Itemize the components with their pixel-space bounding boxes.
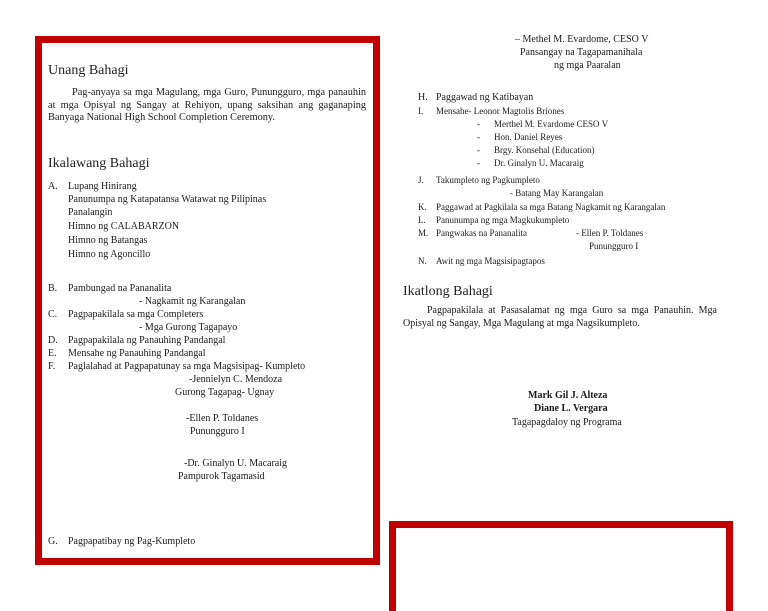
item-h-letter: H.	[418, 92, 428, 103]
item-m-text: Pangwakas na Pananalita	[436, 228, 527, 238]
item-m-letter: M.	[418, 228, 429, 238]
item-f-text: Paglalahad at Pagpapatunay sa mga Magsisipag- Kumpleto	[68, 361, 306, 372]
signer-role: Pampurok Tagamasid	[178, 471, 265, 482]
item-m-sub: - Ellen P. Toldanes	[576, 228, 644, 238]
item-b-text: Pambungad na Pananalita	[68, 283, 172, 294]
item-j-letter: J.	[418, 175, 424, 185]
item-c-text: Pagpapakilala sa mga Completers	[68, 309, 204, 320]
item-k-text: Paggawad at Pagkilala sa mga Batang Nagkamit ng Karangalan	[436, 202, 666, 212]
item-c-letter: C.	[48, 309, 58, 320]
item-n-letter: N.	[418, 256, 427, 266]
item-j-sub: - Batang May Karangalan	[510, 188, 604, 198]
item-d-text: Pagpapakilala ng Panauhing Pandangal	[68, 335, 226, 346]
signer-name: -Ellen P. Toldanes	[186, 413, 259, 424]
superintendent-name: – Methel M. Evardome, CESO V	[515, 34, 649, 45]
signer-role: Punungguro I	[190, 426, 245, 437]
superintendent-role-2: ng mga Paaralan	[554, 60, 621, 71]
ikatlong-bahagi-paragraph: Pagpapakilala at Pasasalamat ng mga Guro sa mga Panauhin. Mga Opisyal ng Sangay, Mga Magulang at mga Nagsikumpleto.	[403, 305, 717, 329]
item-l-letter: L.	[418, 215, 426, 225]
item-a-letter: A.	[48, 181, 58, 192]
bullet-dash: -	[477, 132, 480, 142]
superintendent-role: Pansangay na Tagapamanihala	[520, 47, 643, 58]
bullet-dash: -	[477, 145, 480, 155]
item-l-text: Panunumpa ng mga Magkukumpleto	[436, 215, 570, 225]
item-b-letter: B.	[48, 283, 58, 294]
item-e-letter: E.	[48, 348, 57, 359]
item-j-text: Takumpleto ng Pagkumpleto	[436, 175, 540, 185]
ikatlong-bahagi-heading: Ikatlong Bahagi	[403, 284, 493, 299]
signer-role: Gurong Tagapag- Ugnay	[175, 387, 275, 398]
item-i-sub: Hon. Daniel Reyes	[494, 132, 563, 142]
bullet-dash: -	[477, 158, 480, 168]
item-i-sub: Merthel M. Evardome CESO V	[494, 119, 609, 129]
emcee-role: Tagapagdaloy ng Programa	[512, 417, 622, 428]
unang-bahagi-paragraph: Pag-anyaya sa mga Magulang, mga Guro, Punungguro, mga panauhin at mga Opisyal ng Sangay at Rehiyon, upang saksihan ang gaganaping Banyaga National High School Completion Ceremony.	[48, 87, 366, 123]
signer-name: -Dr. Ginalyn U. Macaraig	[184, 458, 288, 469]
item-b-sub: - Nagkamit ng Karangalan	[139, 296, 246, 307]
item-i-text: Mensahe- Leonor Magtolis Briones	[436, 106, 565, 116]
item-d-letter: D.	[48, 335, 58, 346]
right-page-border	[389, 521, 733, 611]
ikalawang-bahagi-heading: Ikalawang Bahagi	[48, 156, 150, 171]
item-a-line: Lupang Hinirang	[68, 181, 137, 192]
signer-name: -Jennielyn C. Mendoza	[189, 374, 283, 385]
item-m-sub-role: Punungguro I	[589, 241, 639, 251]
item-k-letter: K.	[418, 202, 427, 212]
item-g-text: Pagpapatibay ng Pag-Kumpleto	[68, 536, 196, 547]
unang-bahagi-heading: Unang Bahagi	[48, 63, 129, 78]
item-g-letter: G.	[48, 536, 58, 547]
item-h-text: Paggawad ng Katibayan	[436, 92, 534, 103]
bullet-dash: -	[477, 119, 480, 129]
item-i-sub: Dr. Ginalyn U. Macaraig	[494, 158, 584, 168]
item-e-text: Mensahe ng Panauhing Pandangal	[68, 348, 206, 359]
item-n-text: Awit ng mga Magsisipagtapos	[436, 256, 545, 266]
item-a-line: Himno ng CALABARZON	[68, 221, 180, 232]
item-a-line: Panalangin	[68, 207, 113, 218]
item-a-line: Panunumpa ng Katapatansa Watawat ng Pilipinas	[68, 194, 267, 205]
item-f-letter: F.	[48, 361, 56, 372]
item-i-sub: Brgy. Konsehal (Education)	[494, 145, 595, 155]
item-a-line: Himno ng Batangas	[68, 235, 148, 246]
item-a-line: Himno ng Agoncillo	[68, 249, 151, 260]
emcee-name-1: Mark Gil J. Alteza	[528, 390, 608, 401]
emcee-name-2: Diane L. Vergara	[534, 403, 608, 414]
item-i-letter: I.	[418, 106, 424, 116]
item-c-sub: - Mga Gurong Tagapayo	[139, 322, 238, 333]
